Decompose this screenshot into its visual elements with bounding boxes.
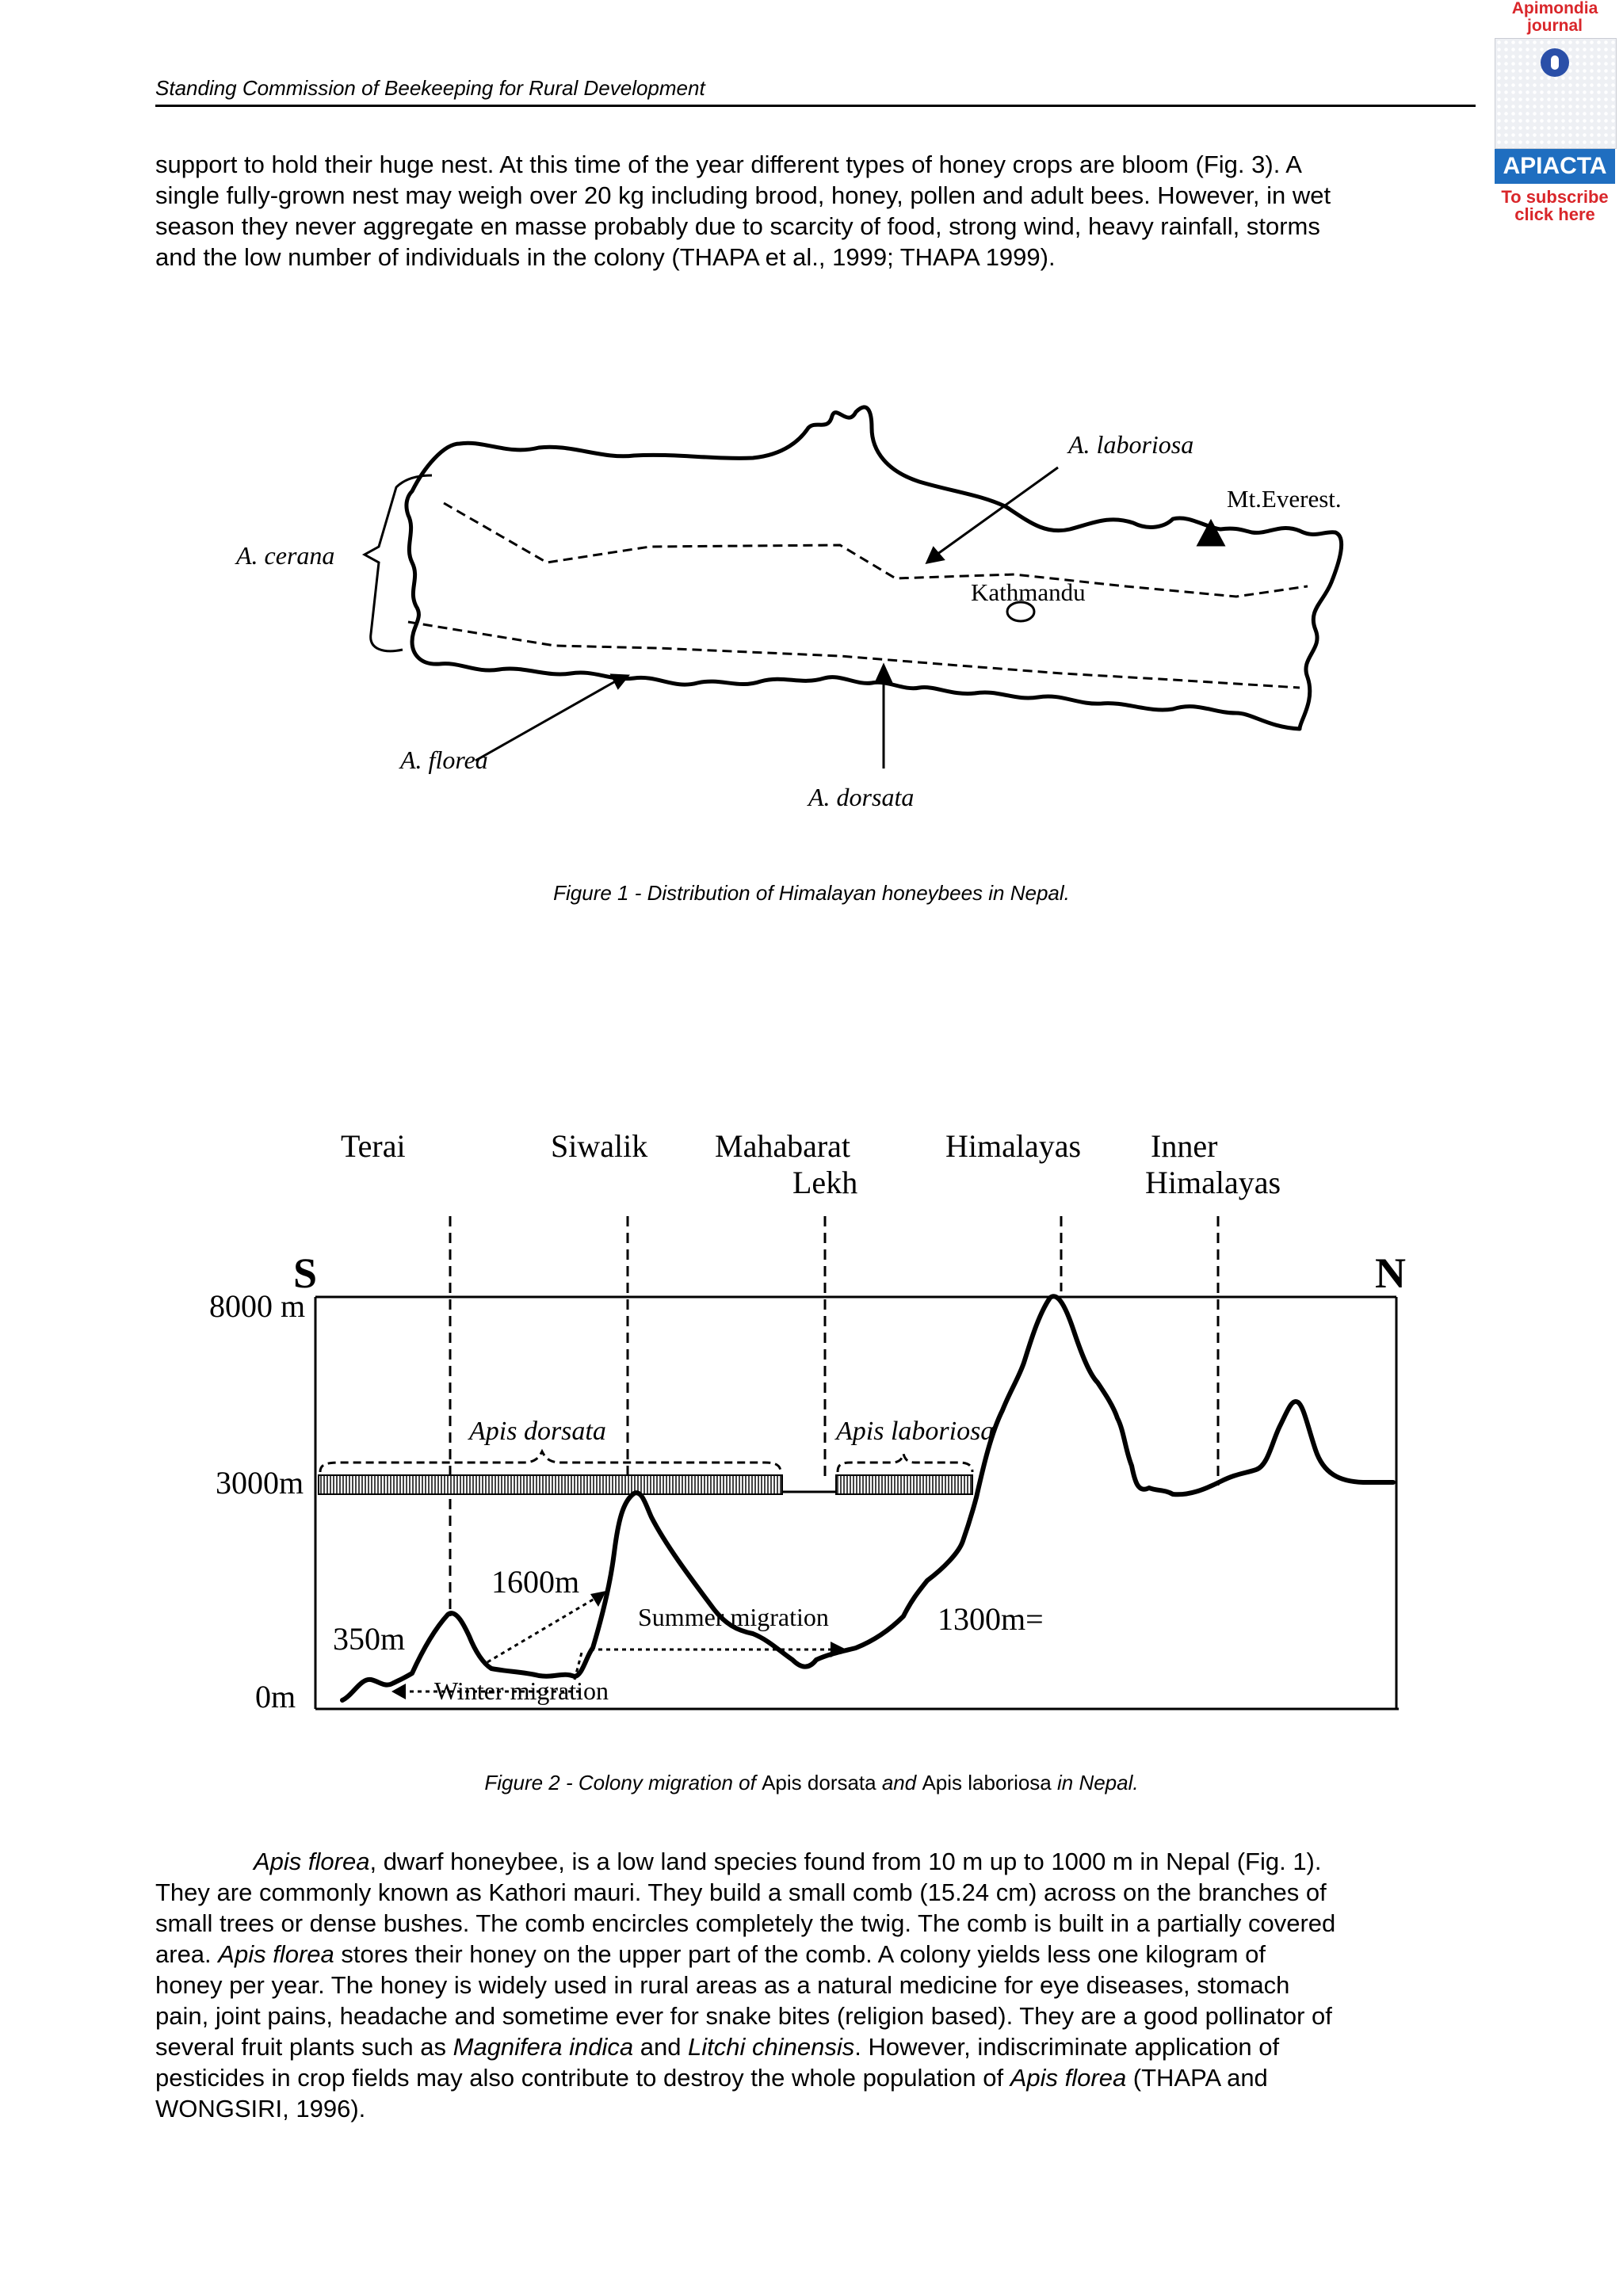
arrowhead-winter [391,1684,406,1699]
bee-logo-icon [1541,48,1569,77]
label-apis-dorsata: Apis dorsata [469,1417,606,1446]
cerana-brace [365,475,432,651]
paragraph-line: pain, joint pains, headache and sometime ever for snake bites (religion based). They are a good pollinator of [155,2002,1332,2030]
paragraph-line: season they never aggregate en masse probably due to scarcity of food, strong wind, heavy rainfall, storms [155,212,1320,240]
terrain-profile-line [342,1296,1393,1700]
arrowhead-summer [831,1642,846,1657]
figure-2-migration-profile [0,1109,1623,1735]
subscribe-link-line-1[interactable]: To subscribe [1501,187,1609,207]
region-himalayas: Himalayas [945,1128,1082,1164]
nepal-border [407,407,1342,729]
body-paragraph-2 [155,1846,1471,2124]
label-a-laboriosa: A. laboriosa [1068,430,1194,459]
label-1300m: 1300m= [938,1601,1044,1637]
arrow-1600-migration [487,1596,598,1662]
paragraph-line: area. Apis florea stores their honey on the upper part of the comb. A colony yields less one kilogram of [155,1940,1266,1968]
axis-label-8000: 8000 m [209,1288,306,1324]
dorsata-band [319,1475,782,1494]
paragraph-line: several fruit plants such as Magnifera indica and Litchi chinensis. However, indiscriminate application of [155,2033,1280,2061]
caption-species: Apis laboriosa [922,1771,1052,1794]
region-inner-himalayas: Himalayas [1145,1165,1281,1200]
arrow-laboriosa [931,467,1058,559]
caption-part: Figure 2 - Colony migration of [484,1771,762,1794]
running-header: Standing Commission of Beekeeping for Rural Development [155,76,705,100]
laboriosa-brace [838,1454,972,1472]
caption-species: Apis dorsata [762,1771,876,1794]
region-mahabarat: Mahabarat [715,1128,851,1164]
paragraph-line: WONGSIRI, 1996). [155,2095,366,2122]
arrowhead-dorsata [876,666,892,683]
axis-label-0: 0m [255,1679,296,1714]
paragraph-line: honey per year. The honey is widely used in rural areas as a natural medicine for eye diseases, stomach [155,1971,1290,1999]
figure-1-caption: Figure 1 - Distribution of Himalayan honeybees in Nepal. [553,881,1070,905]
paragraph-line: small trees or dense bushes. The comb encircles completely the twig. The comb is built in a partially covered [155,1909,1336,1937]
lower-zone-boundary [408,622,1300,688]
label-mt-everest: Mt.Everest. [1227,485,1342,513]
region-terai: Terai [341,1128,406,1164]
label-summer-migration: Summer migration [638,1603,829,1631]
badge-title-bar: APIACTA [1495,149,1615,184]
axis-label-3000: 3000m [216,1465,304,1501]
region-lekh: Lekh [792,1165,858,1200]
label-a-dorsata: A. dorsata [808,783,915,811]
arrow-florea [475,680,618,761]
badge-line-2: journal [1526,17,1583,35]
paragraph-line: and the low number of individuals in the colony (THAPA et al., 1999; THAPA 1999). [155,243,1056,271]
label-a-cerana: A. cerana [236,541,335,570]
apiacta-subscribe-badge[interactable] [1493,0,1617,230]
label-350m: 350m [333,1621,406,1657]
label-apis-laboriosa: Apis laboriosa [836,1417,995,1446]
dorsata-brace [320,1451,781,1472]
header-rule [155,105,1476,107]
paragraph-line: Apis florea, dwarf honeybee, is a low land species found from 10 m up to 1000 m in Nepal (Fig. 1). [254,1848,1322,1875]
laboriosa-band [836,1475,972,1494]
label-a-florea: A. florea [400,746,488,774]
label-1600m: 1600m [491,1564,580,1600]
badge-honeycomb-panel [1495,38,1617,149]
figure-1-nepal-map [0,396,1623,840]
paragraph-line: single fully-grown nest may weigh over 20 kg including brood, honey, pollen and adult bees. However, in wet [155,181,1331,209]
label-winter-migration: Winter migration [434,1676,609,1705]
body-paragraph-1 [155,149,1471,273]
paragraph-line: They are commonly known as Kathori mauri. They build a small comb (15.24 cm) across on the branches of [155,1878,1327,1906]
badge-line-1: Apimondia [1511,0,1598,17]
arrowhead-florea [612,675,628,688]
paragraph-line: support to hold their huge nest. At this time of the year different types of honey crops are bloom (Fig. 3). A [155,151,1302,178]
paragraph-line: pesticides in crop fields may also contribute to destroy the whole population of Apis florea (THAPA and [155,2064,1268,2092]
label-south: S [293,1249,318,1297]
region-siwalik: Siwalik [551,1128,648,1164]
figure-2-caption [0,1771,1623,1795]
label-kathmandu: Kathmandu [971,578,1086,606]
caption-part: and [876,1771,922,1794]
caption-part: in Nepal. [1051,1771,1139,1794]
label-north: N [1375,1249,1406,1297]
region-inner: Inner [1151,1128,1218,1164]
subscribe-link-line-2[interactable]: click here [1514,204,1595,224]
